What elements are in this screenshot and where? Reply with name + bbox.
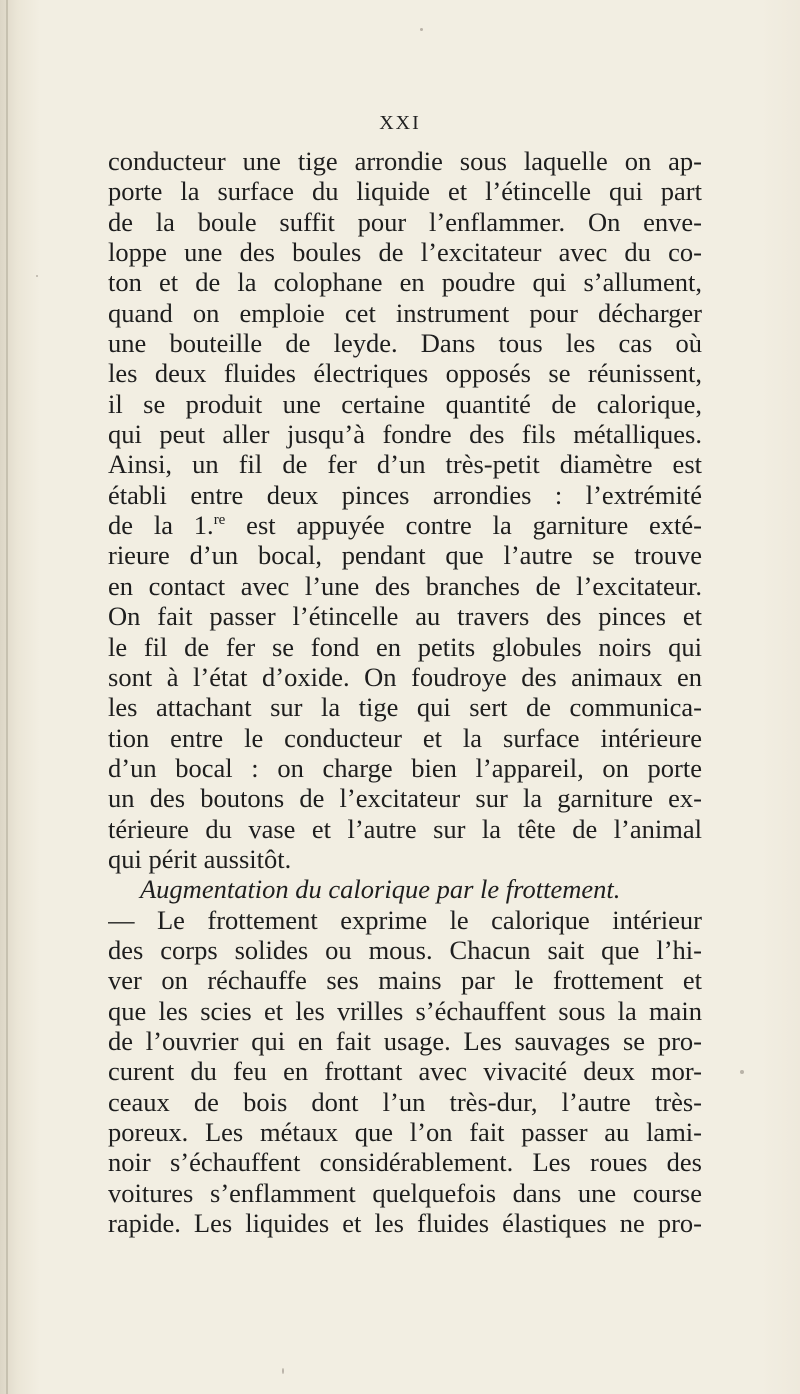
superscript: re xyxy=(213,512,226,529)
text-line: de la boule suffit pour l’enflammer. On enve- xyxy=(108,206,702,237)
paper-speck xyxy=(282,1368,284,1374)
text-line: loppe une des boules de l’excitateur avec du co- xyxy=(108,237,702,268)
text-line: il se produit une certaine quantité de calorique, xyxy=(108,388,702,419)
line-segment: est appuyée contre la garniture exté- xyxy=(225,510,702,541)
text-line: établi entre deux pinces arrondies : l’extrémité xyxy=(108,479,702,510)
text-line: conducteur une tige arrondie sous laquelle on ap- xyxy=(108,146,702,176)
text-line: térieure du vase et l’autre sur la tête de l’animal xyxy=(108,813,702,844)
text-line: des corps solides ou mous. Chacun sait que l’hi- xyxy=(108,934,702,965)
text-line: que les scies et les vrilles s’échauffent sous la main xyxy=(108,995,702,1026)
text-line: les attachant sur la tige qui sert de communica- xyxy=(108,692,702,723)
text-line: de l’ouvrier qui en fait usage. Les sauvages se pro- xyxy=(108,1025,702,1056)
text-line: un des boutons de l’excitateur sur la garniture ex- xyxy=(108,783,702,814)
line-segment: de la 1. xyxy=(108,510,214,541)
text-line: voitures s’enflamment quelquefois dans une course xyxy=(108,1177,702,1208)
text-line: le fil de fer se fond en petits globules noirs qui xyxy=(108,631,702,662)
page-number: XXI xyxy=(379,112,421,134)
text-line-with-superscript xyxy=(108,510,702,540)
paper-speck xyxy=(420,28,423,31)
text-line: ceaux de bois dont l’un très-dur, l’autre très- xyxy=(108,1086,702,1117)
text-line: rapide. Les liquides et les fluides élastiques ne pro- xyxy=(108,1208,702,1239)
text-line: noir s’échauffent considérablement. Les roues des xyxy=(108,1147,702,1178)
text-line: en contact avec l’une des branches de l’excitateur. xyxy=(108,570,702,601)
text-line: curent du feu en frottant avec vivacité deux mor- xyxy=(108,1056,702,1087)
text-line: Ainsi, un fil de fer d’un très-petit diamètre est xyxy=(108,449,702,480)
text-line: les deux fluides électriques opposés se réunissent, xyxy=(108,358,702,389)
text-line: ver on réchauffe ses mains par le frottement et xyxy=(108,965,702,996)
body-text xyxy=(108,146,702,1238)
paper-speck xyxy=(740,1070,744,1074)
text-line: — Le frottement exprime le calorique intérieur xyxy=(108,904,702,935)
text-line: tion entre le conducteur et la surface intérieure xyxy=(108,722,702,753)
text-line: ton et de la colophane en poudre qui s’allument, xyxy=(108,267,702,298)
text-line: rieure d’un bocal, pendant que l’autre se trouve xyxy=(108,540,702,571)
text-line: poreux. Les métaux que l’on fait passer au lami- xyxy=(108,1117,702,1147)
text-line: d’un bocal : on charge bien l’appareil, on porte xyxy=(108,752,702,783)
page-gutter xyxy=(6,0,8,1394)
text-line: On fait passer l’étincelle au travers des pinces et xyxy=(108,601,702,632)
text-line: une bouteille de leyde. Dans tous les cas où xyxy=(108,328,702,359)
text-line: porte la surface du liquide et l’étincelle qui part xyxy=(108,176,702,207)
text-line: qui périt aussitôt. xyxy=(108,843,292,874)
section-heading: Augmentation du calorique par le frottement. xyxy=(140,874,621,905)
text-line: quand on emploie cet instrument pour décharger xyxy=(108,297,702,328)
text-line: qui peut aller jusqu’à fondre des fils métalliques. xyxy=(108,419,702,450)
text-line: sont à l’état d’oxide. On foudroye des animaux en xyxy=(108,661,702,692)
paper-speck xyxy=(36,275,38,277)
